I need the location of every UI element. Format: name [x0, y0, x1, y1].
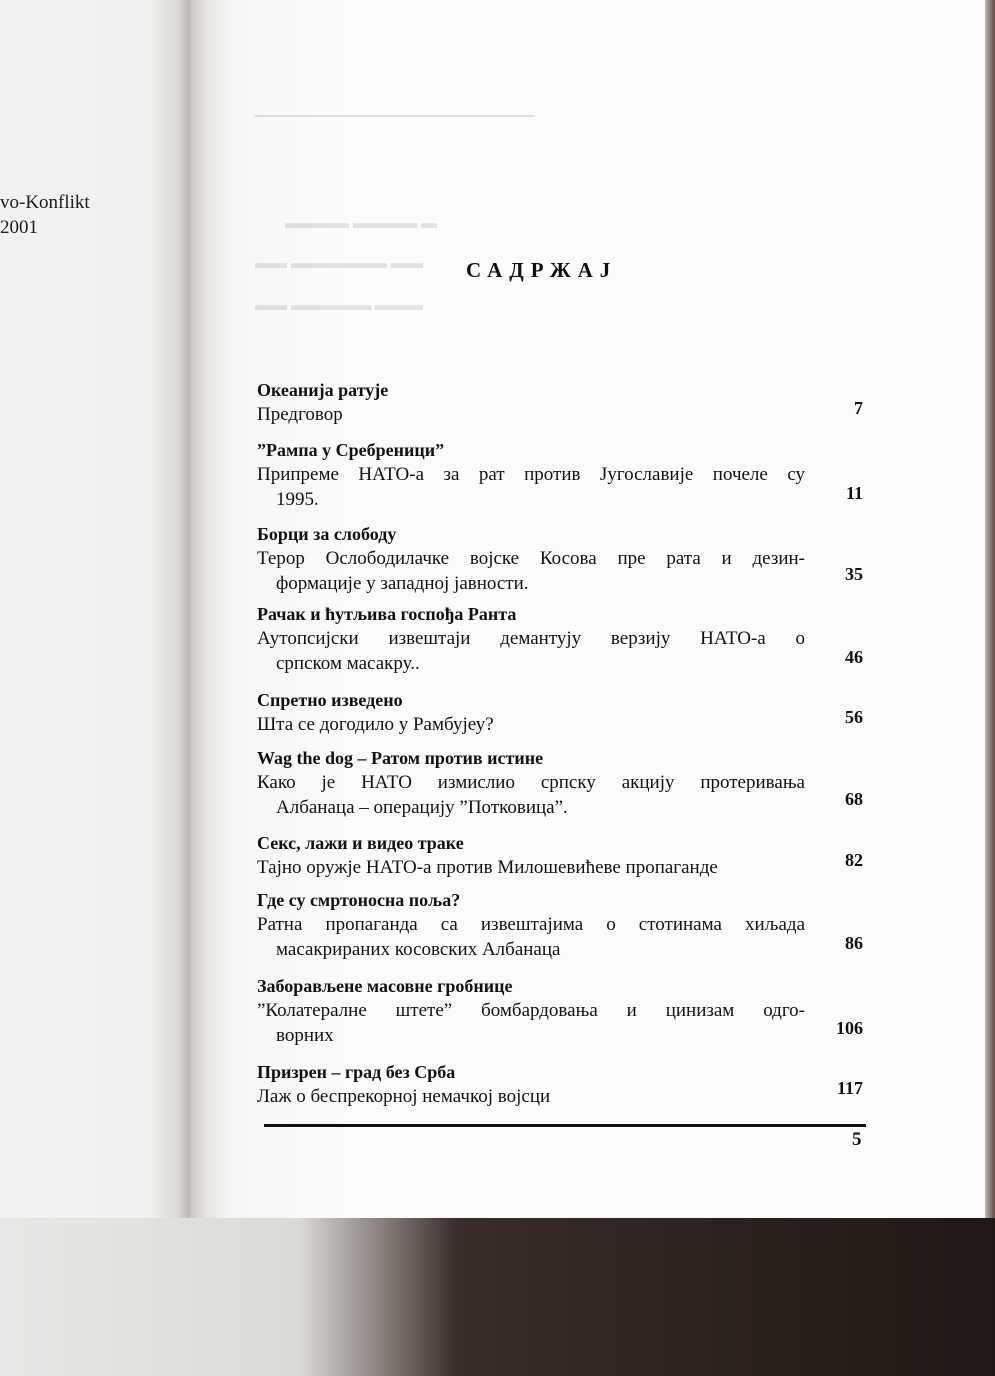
- page-number: 5: [852, 1129, 862, 1150]
- leader-dots: [629, 1084, 807, 1109]
- toc-entry-line: Предговор: [257, 402, 863, 427]
- toc-page-number: 82: [845, 850, 863, 870]
- toc-entry: [257, 688, 863, 737]
- toc-entry: [257, 1060, 863, 1109]
- toc-entry-title: Океанија ратује: [257, 380, 389, 400]
- left-page-line: 2001: [0, 217, 38, 238]
- toc-page-number: 56: [845, 707, 863, 727]
- toc-entry: [257, 438, 863, 512]
- leader-dots: [623, 937, 801, 962]
- toc-entry-line: формације у западној јавности.: [257, 571, 863, 596]
- toc-page-number: 117: [836, 1078, 863, 1098]
- toc-entry-line: ворних: [257, 1023, 863, 1048]
- toc-entry-line: Аутопсијски извештаји демантују верзију НАТО-а о: [257, 628, 805, 649]
- toc-page-number: 86: [845, 933, 863, 953]
- left-page: [0, 0, 190, 1218]
- scanner-background: [0, 1218, 995, 1376]
- toc-entry-line: Шта се догодило у Рамбујеу?: [257, 712, 863, 737]
- toc-entry-title: Призрен – град без Срба: [257, 1062, 456, 1082]
- left-page-text: [0, 190, 90, 240]
- toc-entry-line: Ратна пропаганда са извештајима о стотинама хиљада: [257, 914, 805, 935]
- toc-entry-title: Борци за слободу: [257, 524, 397, 544]
- toc-heading: САДРЖАЈ: [466, 258, 618, 282]
- toc-page-number: 46: [845, 647, 863, 667]
- toc-entry-title: Где су смртоносна поља?: [257, 890, 461, 910]
- toc-page-number: 68: [845, 789, 863, 809]
- page-edge-shadow: [985, 0, 995, 1222]
- toc-entry-line: ”Колатералне штете” бомбардовања и цинизам одго-: [257, 1000, 805, 1021]
- toc-entry-title: Спретно изведено: [257, 690, 403, 710]
- toc-entry-line: Тајно оружје НАТО-а против Милошевићеве пропаганде: [257, 857, 718, 878]
- toc-entry-title: Wag the dog – Ратом против истине: [257, 748, 544, 768]
- bottom-rule: [264, 1124, 866, 1127]
- left-page-line: vo-Konflikt: [0, 192, 90, 213]
- toc-entry-title: ”Рампа у Сребреници”: [257, 440, 445, 460]
- toc-entry: [257, 746, 863, 820]
- toc-entry-line: 1995.: [257, 487, 863, 512]
- leader-dots: [429, 651, 801, 676]
- toc-page-number: 35: [845, 564, 863, 584]
- toc-entry-line: српском масакру..: [257, 651, 863, 676]
- toc-page-number: 7: [854, 398, 863, 418]
- leader-dots: [623, 795, 801, 820]
- toc-entry: [257, 378, 863, 427]
- leader-dots: [329, 487, 799, 512]
- leader-dots: [369, 402, 799, 427]
- toc-entry: [257, 974, 863, 1048]
- toc-entry-line: Припреме НАТО-а за рат против Југославије почеле су: [257, 464, 805, 485]
- toc-entry-title: Рачак и ћутљива госпођа Ранта: [257, 604, 517, 624]
- toc-page-number: 106: [836, 1018, 863, 1038]
- toc-entry-line: Како је НАТО измислио српску акцију протеривања: [257, 772, 805, 793]
- toc-entry-line: масакрираних косовских Албанаца: [257, 937, 863, 962]
- toc-entry: [257, 888, 863, 962]
- toc-entry: [257, 602, 863, 676]
- toc-entry: [257, 831, 863, 880]
- toc-entry: [257, 522, 863, 596]
- toc-entry-title: Заборављене масовне гробнице: [257, 976, 513, 996]
- toc-entry-title: Секс, лажи и видео траке: [257, 833, 464, 853]
- leader-dots: [352, 1023, 807, 1048]
- leader-dots: [553, 712, 801, 737]
- toc-entry-line: Лаж о беспрекорној немачкој војсци: [257, 1084, 863, 1109]
- toc-entry-line: Албанаца – операцију ”Потковица”.: [257, 795, 863, 820]
- toc-page-number: 11: [845, 483, 863, 503]
- toc-entry-line: Терор Ослободилачке војске Косова пре рата и дезин-: [257, 548, 805, 569]
- leader-dots: [569, 571, 801, 596]
